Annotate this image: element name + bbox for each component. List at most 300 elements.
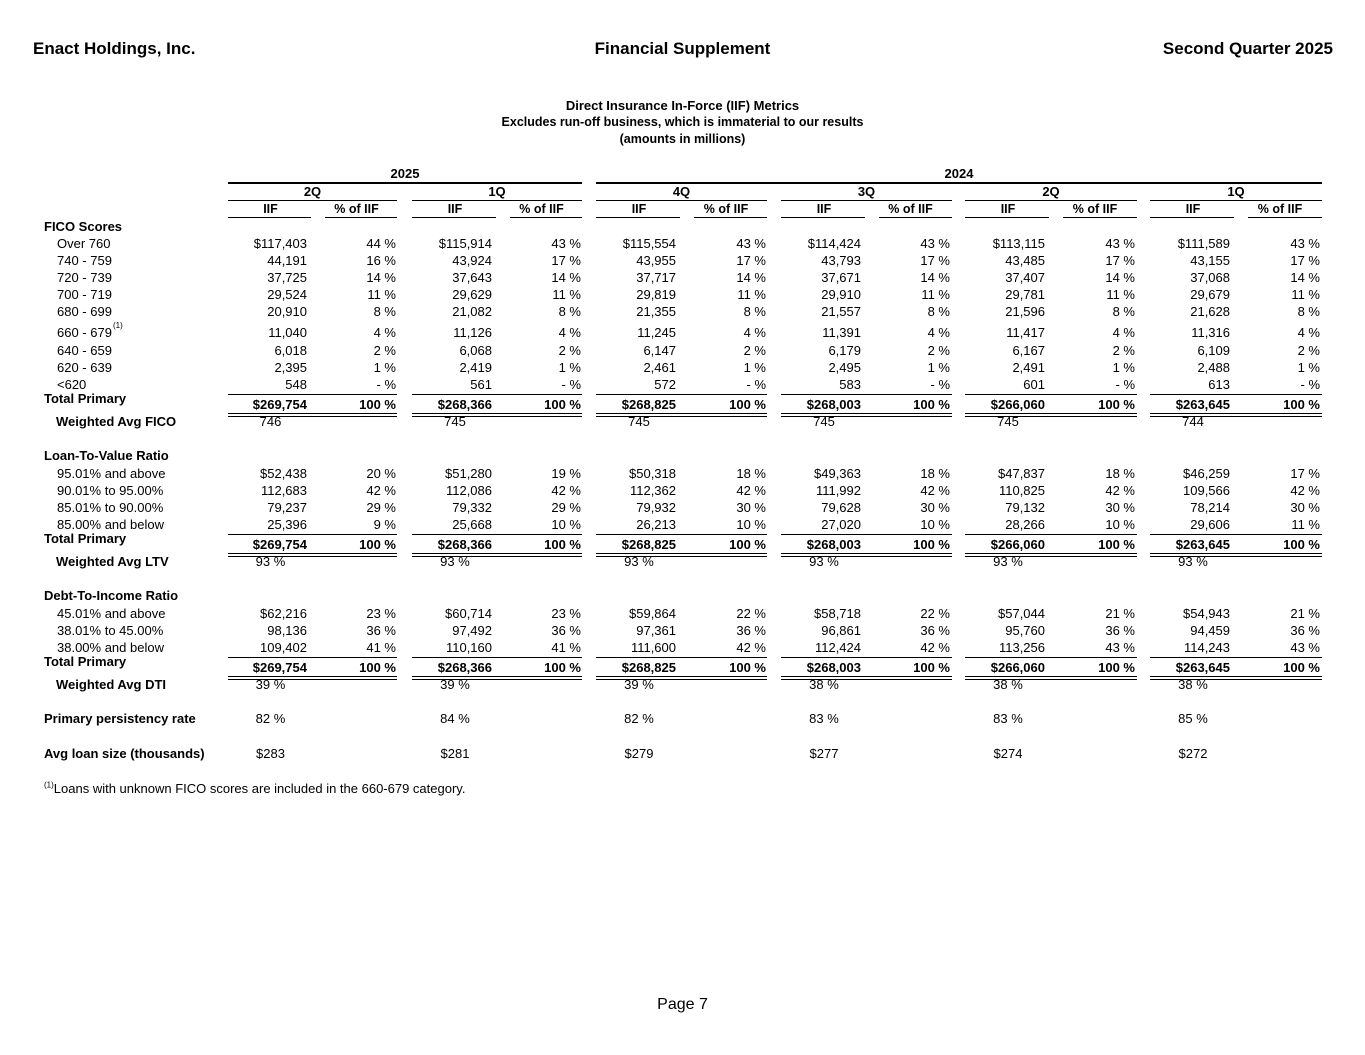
data-row	[0, 465, 1365, 482]
iif-value: 97,361	[636, 623, 676, 638]
row-label: 45.01% and above	[57, 606, 166, 621]
pct-value: 17 %	[551, 253, 581, 268]
iif-value: 29,781	[1005, 287, 1045, 302]
pct-value: 30 %	[920, 500, 950, 515]
row-label: Total Primary	[44, 391, 127, 406]
pct-value: 42 %	[366, 483, 396, 498]
row-label: Debt-To-Income Ratio	[44, 588, 179, 603]
iif-value: $114,424	[807, 236, 861, 251]
pct-column-header: % of IIF	[334, 202, 379, 216]
pct-value: - %	[1115, 377, 1135, 392]
metric-value: 745	[813, 414, 835, 429]
pct-value: 1 %	[927, 360, 950, 375]
pct-value: 36 %	[920, 623, 950, 638]
iif-value: 112,424	[814, 640, 861, 655]
iif-value: 79,132	[1005, 500, 1045, 515]
pct-value: 21 %	[1290, 606, 1320, 621]
iif-value: 21,628	[1190, 304, 1230, 319]
pct-value: 43 %	[736, 236, 766, 251]
pct-value: 36 %	[551, 623, 581, 638]
iif-value: 96,861	[821, 623, 861, 638]
pct-value: 1 %	[1112, 360, 1135, 375]
pct-value: 100 %	[1283, 660, 1320, 675]
pct-value: 100 %	[544, 397, 581, 412]
pct-value: 9 %	[373, 517, 396, 532]
data-row	[0, 359, 1365, 376]
iif-value: 6,068	[459, 343, 492, 358]
pct-value: 100 %	[729, 397, 766, 412]
section-heading	[0, 218, 1365, 235]
pct-value: 4 %	[743, 325, 766, 340]
metric-value: $281	[440, 746, 470, 761]
pct-value: 10 %	[920, 517, 950, 532]
pct-value: 36 %	[1290, 623, 1320, 638]
weighted-row	[0, 413, 1365, 430]
pct-value: 43 %	[1290, 236, 1320, 251]
row-label: <620	[57, 377, 87, 392]
total-values	[0, 396, 1365, 413]
pct-value: 43 %	[1105, 236, 1135, 251]
footnote-text: Loans with unknown FICO scores are included in the 660-679 category.	[53, 781, 466, 796]
pct-value: 16 %	[366, 253, 396, 268]
pct-value: 42 %	[920, 640, 950, 655]
iif-value: 111,992	[815, 483, 861, 498]
pct-value: 1 %	[743, 360, 766, 375]
iif-value: 6,018	[274, 343, 307, 358]
quarter-header: 1Q	[488, 184, 506, 199]
iif-value: $117,403	[253, 236, 307, 251]
pct-value: 30 %	[1290, 500, 1320, 515]
iif-value: $268,003	[806, 660, 861, 675]
iif-value: 113,256	[998, 640, 1045, 655]
row-label: 700 - 719	[57, 287, 112, 302]
pct-value: 4 %	[558, 325, 581, 340]
pct-value: 100 %	[359, 537, 396, 552]
pct-value: 42 %	[1290, 483, 1320, 498]
pct-value: 11 %	[1291, 287, 1320, 302]
iif-value: $113,115	[992, 236, 1045, 251]
pct-value: 4 %	[373, 325, 396, 340]
iif-value: $268,825	[621, 397, 676, 412]
iif-value: $268,366	[437, 660, 492, 675]
pct-value: 10 %	[551, 517, 581, 532]
iif-value: 11,417	[1006, 325, 1045, 340]
iif-value: $58,718	[814, 606, 861, 621]
iif-value: 109,566	[1183, 483, 1230, 498]
row-label: 38.00% and below	[57, 640, 164, 655]
iif-value: $268,003	[806, 397, 861, 412]
iif-value: 572	[654, 377, 676, 392]
iif-column-header: IIF	[1185, 202, 1201, 216]
metric-value: 38 %	[1178, 677, 1208, 692]
iif-value: 583	[839, 377, 861, 392]
iif-value: 20,910	[267, 304, 307, 319]
row-label: Weighted Avg FICO	[56, 414, 177, 429]
metric-value: 93 %	[993, 554, 1023, 569]
section-heading	[0, 587, 1365, 604]
iif-value: 21,355	[636, 304, 676, 319]
pct-value: 36 %	[1105, 623, 1135, 638]
pct-value: - %	[930, 377, 950, 392]
pct-value: 22 %	[920, 606, 950, 621]
pct-value: 100 %	[359, 397, 396, 412]
metric-value: $277	[809, 746, 839, 761]
iif-value: 79,932	[636, 500, 676, 515]
pct-value: 18 %	[736, 466, 766, 481]
iif-column-header: IIF	[816, 202, 832, 216]
iif-column-header: IIF	[631, 202, 647, 216]
pct-value: 36 %	[736, 623, 766, 638]
iif-value: $266,060	[990, 660, 1045, 675]
quarter-header: 2Q	[303, 184, 322, 199]
pct-value: 43 %	[551, 236, 581, 251]
pct-value: - %	[561, 377, 581, 392]
metric-value: 83 %	[993, 711, 1023, 726]
iif-value: 29,819	[636, 287, 676, 302]
pct-value: 100 %	[729, 660, 766, 675]
row-label: 85.01% to 90.00%	[57, 500, 164, 515]
pct-column-header: % of IIF	[519, 202, 564, 216]
pct-value: 4 %	[1297, 325, 1320, 340]
iif-value: $49,363	[814, 466, 861, 481]
metric-value: 93 %	[440, 554, 470, 569]
metric-value: 93 %	[809, 554, 839, 569]
iif-value: 37,725	[267, 270, 307, 285]
pct-value: 43 %	[1105, 640, 1135, 655]
metric-value: 746	[259, 414, 282, 429]
iif-value: 43,155	[1190, 253, 1230, 268]
iif-value: 79,332	[452, 500, 492, 515]
iif-value: 6,109	[1197, 343, 1230, 358]
iif-value: 29,910	[821, 287, 861, 302]
report-period: Second Quarter 2025	[1162, 39, 1333, 58]
metric-value: 745	[997, 414, 1019, 429]
metric-value: 93 %	[255, 554, 286, 569]
iif-value: $51,280	[445, 466, 492, 481]
table-subtitle: Excludes run-off business, which is immaterial to our results	[501, 115, 864, 129]
metric-value: $279	[624, 746, 654, 761]
table-title: Direct Insurance In-Force (IIF) Metrics	[565, 98, 800, 113]
iif-value: $269,754	[252, 537, 307, 552]
quarter-header: 2Q	[1042, 184, 1060, 199]
pct-value: 8 %	[373, 304, 396, 319]
pct-column-header: % of IIF	[703, 202, 749, 216]
quarter-header: 3Q	[857, 184, 876, 199]
table-titles	[0, 97, 1365, 148]
iif-value: 43,924	[452, 253, 492, 268]
row-label: Over 760	[57, 236, 111, 251]
pct-value: 2 %	[743, 343, 766, 358]
iif-value: 2,488	[1197, 360, 1230, 375]
row-label: Weighted Avg LTV	[56, 554, 169, 569]
iif-value: 37,068	[1190, 270, 1230, 285]
iif-value: $263,645	[1175, 397, 1230, 412]
metric-value: 38 %	[809, 677, 839, 692]
iif-value: 27,020	[821, 517, 861, 532]
pct-value: 43 %	[920, 236, 950, 251]
pct-value: 44 %	[366, 236, 396, 251]
iif-value: 43,955	[636, 253, 676, 268]
iif-value: 29,629	[452, 287, 492, 302]
pct-value: 17 %	[1290, 253, 1320, 268]
iif-value: 11,316	[1191, 325, 1230, 340]
iif-value: $60,714	[445, 606, 492, 621]
iif-value: 25,396	[267, 517, 307, 532]
pct-value: 17 %	[920, 253, 950, 268]
iif-value: 6,167	[1012, 343, 1045, 358]
iif-value: 548	[285, 377, 307, 392]
pct-column-header: % of IIF	[1072, 202, 1118, 216]
row-label: 640 - 659	[57, 343, 112, 358]
pct-value: 2 %	[1297, 343, 1320, 358]
pct-column-header: % of IIF	[888, 202, 933, 216]
pct-value: 1 %	[558, 360, 581, 375]
metric-value: 39 %	[440, 677, 470, 692]
iif-value: 110,160	[445, 640, 492, 655]
pct-value: 8 %	[743, 304, 766, 319]
year-header: 2024	[944, 166, 974, 181]
iif-value: $268,366	[437, 397, 492, 412]
pct-value: 100 %	[1098, 660, 1135, 675]
iif-value: 11,040	[268, 325, 307, 340]
data-row	[0, 269, 1365, 286]
iif-value: 29,524	[267, 287, 307, 302]
pct-value: 1 %	[373, 360, 396, 375]
pct-value: 21 %	[1105, 606, 1135, 621]
iif-value: 37,643	[452, 270, 492, 285]
pct-value: 42 %	[1105, 483, 1135, 498]
row-label: FICO Scores	[44, 219, 123, 234]
metric-value: 745	[444, 414, 466, 429]
row-label: 90.01% to 95.00%	[57, 483, 164, 498]
iif-value: 29,679	[1190, 287, 1230, 302]
row-label: Avg loan size (thousands)	[44, 746, 205, 761]
metric-value: 39 %	[255, 677, 286, 692]
total-values	[0, 659, 1365, 676]
iif-value: $57,044	[998, 606, 1045, 621]
iif-value: 26,213	[636, 517, 676, 532]
iif-value: $266,060	[990, 397, 1045, 412]
pct-value: 100 %	[1098, 537, 1135, 552]
pct-value: 17 %	[1105, 253, 1135, 268]
iif-value: 25,668	[452, 517, 492, 532]
footnote-marker: (1)	[44, 780, 54, 790]
year-header: 2025	[390, 166, 420, 181]
metric-value: $283	[256, 746, 285, 761]
iif-value: 114,243	[1183, 640, 1230, 655]
iif-value: 44,191	[267, 253, 307, 268]
report-title: Financial Supplement	[594, 39, 771, 58]
metric-value: $272	[1178, 746, 1208, 761]
iif-value: 95,760	[1005, 623, 1045, 638]
iif-value: $115,554	[622, 236, 676, 251]
pct-value: 8 %	[927, 304, 950, 319]
pct-value: 100 %	[1283, 537, 1320, 552]
data-row	[0, 622, 1365, 639]
row-label: Total Primary	[44, 654, 127, 669]
data-row	[0, 482, 1365, 499]
pct-value: 14 %	[736, 270, 766, 285]
pct-value: 2 %	[927, 343, 950, 358]
iif-value: 28,266	[1005, 517, 1045, 532]
pct-value: 8 %	[558, 304, 581, 319]
pct-value: 14 %	[920, 270, 950, 285]
data-row	[0, 235, 1365, 252]
pct-value: 4 %	[927, 325, 950, 340]
iif-value: 98,136	[267, 623, 307, 638]
iif-value: 79,628	[821, 500, 861, 515]
pct-value: 100 %	[1283, 397, 1320, 412]
iif-value: 112,683	[260, 483, 307, 498]
iif-value: 601	[1023, 377, 1045, 392]
iif-value: $268,366	[437, 537, 492, 552]
data-row	[0, 286, 1365, 303]
iif-value: $111,589	[1177, 236, 1230, 251]
pct-value: 14 %	[1290, 270, 1320, 285]
weighted-row	[0, 553, 1365, 570]
pct-value: 22 %	[736, 606, 766, 621]
pct-value: 4 %	[1112, 325, 1135, 340]
iif-value: 6,147	[643, 343, 676, 358]
weighted-row	[0, 676, 1365, 693]
iif-value: 21,557	[821, 304, 861, 319]
row-label: Total Primary	[44, 531, 127, 546]
iif-value: $268,825	[621, 660, 676, 675]
pct-value: 11 %	[367, 287, 396, 302]
pct-value: 100 %	[544, 660, 581, 675]
iif-column-header: IIF	[447, 202, 463, 216]
pct-value: 100 %	[1098, 397, 1135, 412]
iif-value: $269,754	[252, 660, 307, 675]
pct-value: 14 %	[366, 270, 396, 285]
metric-value: 745	[628, 414, 650, 429]
pct-value: 23 %	[366, 606, 396, 621]
iif-value: $268,003	[806, 537, 861, 552]
iif-value: $266,060	[990, 537, 1045, 552]
pct-value: 30 %	[736, 500, 766, 515]
pct-value: - %	[376, 377, 396, 392]
pct-value: 41 %	[551, 640, 581, 655]
iif-value: 97,492	[452, 623, 492, 638]
pct-value: 41 %	[366, 640, 396, 655]
pct-value: 10 %	[736, 517, 766, 532]
pct-value: 100 %	[729, 537, 766, 552]
footnote	[44, 781, 465, 796]
iif-value: $52,438	[260, 466, 307, 481]
iif-value: 11,245	[637, 325, 676, 340]
iif-value: 21,596	[1005, 304, 1045, 319]
page-number: Page 7	[657, 996, 708, 1013]
iif-value: $62,216	[260, 606, 307, 621]
pct-value: 19 %	[551, 466, 581, 481]
iif-value: 37,717	[636, 270, 676, 285]
iif-value: 37,407	[1005, 270, 1045, 285]
data-row: 660 - 679 (1) 11,040 4 % 11,126 4 % 11,245 4 % 11,391 4 % 11,417 4 % 11,316 4 %	[57, 321, 1320, 340]
pct-value: 29 %	[551, 500, 581, 515]
iif-value: $59,864	[629, 606, 676, 621]
iif-value: 29,606	[1190, 517, 1230, 532]
pct-value: 1 %	[1297, 360, 1320, 375]
row-label: 85.00% and below	[57, 517, 164, 532]
iif-value: 112,086	[445, 483, 492, 498]
metric-value: 82 %	[255, 711, 286, 726]
iif-value: 2,461	[643, 360, 676, 375]
metric-value: 82 %	[624, 711, 654, 726]
pct-value: 14 %	[551, 270, 581, 285]
iif-value: 613	[1208, 377, 1230, 392]
iif-value: $46,259	[1183, 466, 1230, 481]
iif-value: 2,395	[274, 360, 307, 375]
metric-value: 85 %	[1178, 711, 1208, 726]
persistency-row	[0, 710, 1365, 727]
iif-value: 94,459	[1190, 623, 1230, 638]
loan-size-row	[0, 745, 1365, 762]
row-label: Weighted Avg DTI	[56, 677, 167, 692]
pct-value: 2 %	[373, 343, 396, 358]
row-label: 720 - 739	[57, 270, 112, 285]
iif-value: 6,179	[828, 343, 861, 358]
iif-value: 110,825	[998, 483, 1045, 498]
metric-value: 744	[1182, 414, 1204, 429]
pct-value: 17 %	[1290, 466, 1320, 481]
pct-value: 29 %	[366, 500, 396, 515]
iif-value: 21,082	[452, 304, 492, 319]
company-name: Enact Holdings, Inc.	[33, 39, 196, 58]
iif-value: 79,237	[267, 500, 307, 515]
pct-value: 11 %	[737, 287, 766, 302]
pct-value: 23 %	[551, 606, 581, 621]
pct-value: 42 %	[736, 640, 766, 655]
iif-value: 112,362	[629, 483, 676, 498]
pct-value: 10 %	[1105, 517, 1135, 532]
iif-value: $47,837	[998, 466, 1045, 481]
pct-value: 42 %	[920, 483, 950, 498]
pct-value: 100 %	[913, 537, 950, 552]
row-label: 620 - 639	[57, 360, 112, 375]
pct-value: 8 %	[1112, 304, 1135, 319]
pct-value: - %	[746, 377, 766, 392]
iif-value: $268,825	[621, 537, 676, 552]
table-units: (amounts in millions)	[619, 132, 746, 146]
pct-value: 42 %	[736, 483, 766, 498]
row-label: 38.01% to 45.00%	[57, 623, 164, 638]
pct-value: 30 %	[1105, 500, 1135, 515]
pct-value: 11 %	[921, 287, 950, 302]
quarter-header: 1Q	[1227, 184, 1245, 199]
pct-value: 2 %	[558, 343, 581, 358]
iif-value: 43,793	[821, 253, 861, 268]
pct-value: 8 %	[1297, 304, 1320, 319]
pct-value: 11 %	[1291, 517, 1320, 532]
iif-value: 2,491	[1012, 360, 1045, 375]
pct-value: 17 %	[736, 253, 766, 268]
iif-value: 11,391	[822, 325, 861, 340]
iif-value: 43,485	[1005, 253, 1045, 268]
quarter-header: 4Q	[672, 184, 691, 199]
pct-value: 100 %	[359, 660, 396, 675]
iif-column-header: IIF	[1000, 202, 1016, 216]
pct-value: 11 %	[552, 287, 581, 302]
iif-value: 78,214	[1190, 500, 1230, 515]
iif-value: $269,754	[252, 397, 307, 412]
pct-value: 100 %	[913, 660, 950, 675]
metric-value: 39 %	[624, 677, 654, 692]
pct-value: - %	[1300, 377, 1320, 392]
row-label: 680 - 699	[57, 304, 112, 319]
iif-value: $263,645	[1175, 537, 1230, 552]
iif-value: 109,402	[260, 640, 307, 655]
metric-value: 93 %	[1178, 554, 1208, 569]
